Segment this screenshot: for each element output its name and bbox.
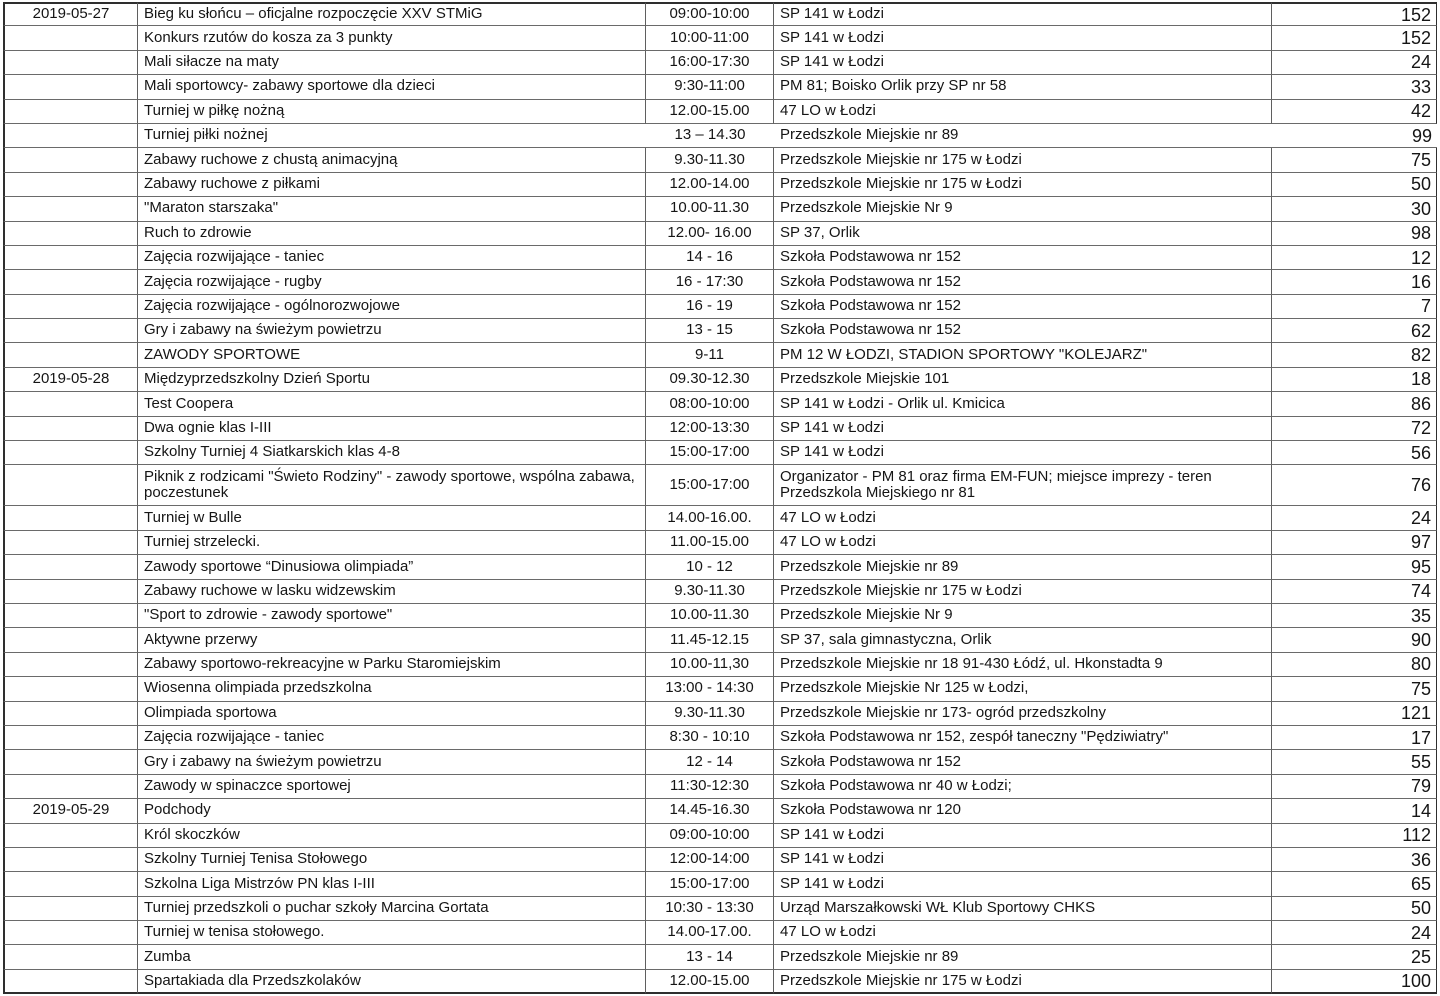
participants-cell: 82: [1272, 343, 1437, 367]
event-name-cell: "Sport to zdrowie - zawody sportowe": [138, 604, 646, 628]
table-row: [3, 26, 1437, 50]
table-row: [3, 392, 1437, 416]
location-cell: Przedszkole Miejskie Nr 9: [774, 197, 1272, 221]
participants-cell: 12: [1272, 246, 1437, 270]
event-name-cell: Zajęcia rozwijające - ogólnorozwojowe: [138, 295, 646, 319]
event-name-cell: Turniej w tenisa stołowego.: [138, 921, 646, 945]
time-cell: 15:00-17:00: [646, 872, 774, 896]
date-cell: [3, 417, 138, 441]
date-cell: [3, 295, 138, 319]
date-cell: [3, 506, 138, 530]
location-cell: Przedszkole Miejskie Nr 125 w Łodzi,: [774, 677, 1272, 701]
participants-cell: 99: [1272, 124, 1437, 148]
event-name-cell: Szkolny Turniej Tenisa Stołowego: [138, 848, 646, 872]
spreadsheet-page: [3, 2, 1437, 994]
event-name-cell: Spartakiada dla Przedszkolaków: [138, 970, 646, 994]
date-cell: [3, 848, 138, 872]
location-cell: Przedszkole Miejskie nr 18 91-430 Łódź, ul. Hkonstadta 9: [774, 653, 1272, 677]
event-name-cell: Test Coopera: [138, 392, 646, 416]
location-cell: Szkoła Podstawowa nr 152: [774, 270, 1272, 294]
table-row: [3, 848, 1437, 872]
participants-cell: 50: [1272, 897, 1437, 921]
time-cell: 12.00-15.00: [646, 970, 774, 994]
time-cell: 10:30 - 13:30: [646, 897, 774, 921]
participants-cell: 65: [1272, 872, 1437, 896]
participants-cell: 50: [1272, 173, 1437, 197]
participants-cell: 56: [1272, 441, 1437, 465]
time-cell: 11:30-12:30: [646, 775, 774, 799]
location-cell: Szkoła Podstawowa nr 120: [774, 799, 1272, 823]
time-cell: 14 - 16: [646, 246, 774, 270]
event-name-cell: Olimpiada sportowa: [138, 702, 646, 726]
event-name-cell: "Maraton starszaka": [138, 197, 646, 221]
date-cell: 2019-05-27: [3, 2, 138, 26]
time-cell: 10.00-11.30: [646, 197, 774, 221]
location-cell: Szkoła Podstawowa nr 152: [774, 295, 1272, 319]
location-cell: PM 12 W ŁODZI, STADION SPORTOWY "KOLEJARZ": [774, 343, 1272, 367]
location-cell: 47 LO w Łodzi: [774, 531, 1272, 555]
date-cell: [3, 75, 138, 99]
location-cell: SP 141 w Łodzi - Orlik ul. Kmicica: [774, 392, 1272, 416]
time-cell: 12.00-14.00: [646, 173, 774, 197]
location-cell: Przedszkole Miejskie Nr 9: [774, 604, 1272, 628]
table-row: [3, 441, 1437, 465]
location-cell: Przedszkole Miejskie nr 89: [774, 945, 1272, 969]
time-cell: 16 - 19: [646, 295, 774, 319]
table-row: [3, 148, 1437, 172]
time-cell: 08:00-10:00: [646, 392, 774, 416]
table-row: [3, 580, 1437, 604]
date-cell: [3, 872, 138, 896]
time-cell: 16:00-17:30: [646, 51, 774, 75]
date-cell: [3, 970, 138, 994]
table-row: [3, 702, 1437, 726]
participants-cell: 62: [1272, 319, 1437, 343]
event-name-cell: Turniej przedszkoli o puchar szkoły Marcina Gortata: [138, 897, 646, 921]
event-name-cell: Gry i zabawy na świeżym powietrzu: [138, 319, 646, 343]
table-row: [3, 945, 1437, 969]
event-name-cell: Ruch to zdrowie: [138, 222, 646, 246]
participants-cell: 79: [1272, 775, 1437, 799]
participants-cell: 25: [1272, 945, 1437, 969]
date-cell: [3, 628, 138, 652]
participants-cell: 33: [1272, 75, 1437, 99]
table-row: [3, 124, 1437, 148]
date-cell: [3, 270, 138, 294]
location-cell: Szkoła Podstawowa nr 152: [774, 319, 1272, 343]
location-cell: Przedszkole Miejskie nr 175 w Łodzi: [774, 580, 1272, 604]
time-cell: 16 - 17:30: [646, 270, 774, 294]
participants-cell: 17: [1272, 726, 1437, 750]
location-cell: SP 141 w Łodzi: [774, 848, 1272, 872]
events-table: [3, 2, 1437, 994]
event-name-cell: Aktywne przerwy: [138, 628, 646, 652]
time-cell: 13:00 - 14:30: [646, 677, 774, 701]
date-cell: [3, 897, 138, 921]
time-cell: 14.45-16.30: [646, 799, 774, 823]
participants-cell: 24: [1272, 921, 1437, 945]
date-cell: [3, 173, 138, 197]
table-row: [3, 555, 1437, 579]
location-cell: SP 141 w Łodzi: [774, 872, 1272, 896]
participants-cell: 74: [1272, 580, 1437, 604]
event-name-cell: Dwa ognie klas I-III: [138, 417, 646, 441]
participants-cell: 18: [1272, 368, 1437, 392]
event-name-cell: Bieg ku słońcu – oficjalne rozpoczęcie XXV STMiG: [138, 2, 646, 26]
date-cell: [3, 343, 138, 367]
table-row: [3, 295, 1437, 319]
participants-cell: 30: [1272, 197, 1437, 221]
date-cell: [3, 945, 138, 969]
event-name-cell: Turniej strzelecki.: [138, 531, 646, 555]
location-cell: Przedszkole Miejskie nr 89: [774, 555, 1272, 579]
participants-cell: 72: [1272, 417, 1437, 441]
participants-cell: 55: [1272, 750, 1437, 774]
date-cell: [3, 100, 138, 124]
table-row: [3, 417, 1437, 441]
time-cell: 9-11: [646, 343, 774, 367]
table-row: [3, 799, 1437, 823]
table-row: [3, 677, 1437, 701]
table-row: [3, 824, 1437, 848]
time-cell: 13 - 14: [646, 945, 774, 969]
event-name-cell: Szkolny Turniej 4 Siatkarskich klas 4-8: [138, 441, 646, 465]
participants-cell: 16: [1272, 270, 1437, 294]
date-cell: [3, 604, 138, 628]
time-cell: 9.30-11.30: [646, 580, 774, 604]
date-cell: [3, 677, 138, 701]
date-cell: [3, 319, 138, 343]
event-name-cell: Turniej piłki nożnej: [138, 124, 646, 148]
time-cell: 8:30 - 10:10: [646, 726, 774, 750]
participants-cell: 24: [1272, 506, 1437, 530]
date-cell: [3, 392, 138, 416]
participants-cell: 14: [1272, 799, 1437, 823]
event-name-cell: Zabawy ruchowe w lasku widzewskim: [138, 580, 646, 604]
time-cell: 10 - 12: [646, 555, 774, 579]
participants-cell: 121: [1272, 702, 1437, 726]
table-row: [3, 197, 1437, 221]
event-name-cell: Wiosenna olimpiada przedszkolna: [138, 677, 646, 701]
table-row: [3, 531, 1437, 555]
table-row: [3, 222, 1437, 246]
event-name-cell: Konkurs rzutów do kosza za 3 punkty: [138, 26, 646, 50]
date-cell: [3, 580, 138, 604]
event-name-cell: Zajęcia rozwijające - taniec: [138, 246, 646, 270]
table-row: [3, 726, 1437, 750]
participants-cell: 42: [1272, 100, 1437, 124]
event-name-cell: Turniej w piłkę nożną: [138, 100, 646, 124]
table-row: [3, 921, 1437, 945]
table-row: [3, 51, 1437, 75]
location-cell: PM 81; Boisko Orlik przy SP nr 58: [774, 75, 1272, 99]
location-cell: Przedszkole Miejskie nr 89: [774, 124, 1272, 148]
participants-cell: 75: [1272, 677, 1437, 701]
time-cell: 15:00-17:00: [646, 441, 774, 465]
time-cell: 10:00-11:00: [646, 26, 774, 50]
date-cell: [3, 750, 138, 774]
participants-cell: 86: [1272, 392, 1437, 416]
location-cell: Szkoła Podstawowa nr 152: [774, 750, 1272, 774]
table-row: [3, 368, 1437, 392]
event-name-cell: Król skoczków: [138, 824, 646, 848]
table-row: [3, 343, 1437, 367]
time-cell: 11.45-12.15: [646, 628, 774, 652]
participants-cell: 95: [1272, 555, 1437, 579]
time-cell: 09:00-10:00: [646, 824, 774, 848]
date-cell: [3, 222, 138, 246]
date-cell: [3, 702, 138, 726]
time-cell: 14.00-17.00.: [646, 921, 774, 945]
location-cell: Przedszkole Miejskie nr 175 w Łodzi: [774, 148, 1272, 172]
participants-cell: 36: [1272, 848, 1437, 872]
location-cell: SP 141 w Łodzi: [774, 441, 1272, 465]
event-name-cell: Międzyprzedszkolny Dzień Sportu: [138, 368, 646, 392]
time-cell: 12:00-14:00: [646, 848, 774, 872]
location-cell: SP 141 w Łodzi: [774, 51, 1272, 75]
event-name-cell: Zawody w spinaczce sportowej: [138, 775, 646, 799]
location-cell: SP 141 w Łodzi: [774, 26, 1272, 50]
participants-cell: 35: [1272, 604, 1437, 628]
date-cell: [3, 246, 138, 270]
participants-cell: 98: [1272, 222, 1437, 246]
table-row: [3, 750, 1437, 774]
date-cell: 2019-05-29: [3, 799, 138, 823]
table-row: [3, 506, 1437, 530]
time-cell: 14.00-16.00.: [646, 506, 774, 530]
participants-cell: 76: [1272, 465, 1437, 506]
date-cell: [3, 726, 138, 750]
table-row: [3, 100, 1437, 124]
participants-cell: 152: [1272, 26, 1437, 50]
location-cell: Szkoła Podstawowa nr 152, zespół taneczny "Pędziwiatry": [774, 726, 1272, 750]
event-name-cell: Zajęcia rozwijające - rugby: [138, 270, 646, 294]
table-row: [3, 872, 1437, 896]
date-cell: [3, 775, 138, 799]
participants-cell: 112: [1272, 824, 1437, 848]
date-cell: [3, 531, 138, 555]
participants-cell: 24: [1272, 51, 1437, 75]
time-cell: 10.00-11.30: [646, 604, 774, 628]
event-name-cell: Szkolna Liga Mistrzów PN klas I-III: [138, 872, 646, 896]
location-cell: Szkoła Podstawowa nr 40 w Łodzi;: [774, 775, 1272, 799]
table-row: [3, 775, 1437, 799]
date-cell: 2019-05-28: [3, 368, 138, 392]
event-name-cell: Zabawy ruchowe z piłkami: [138, 173, 646, 197]
date-cell: [3, 148, 138, 172]
time-cell: 09.30-12.30: [646, 368, 774, 392]
date-cell: [3, 51, 138, 75]
time-cell: 10.00-11,30: [646, 653, 774, 677]
table-row: [3, 604, 1437, 628]
time-cell: 12:00-13:30: [646, 417, 774, 441]
event-name-cell: Mali siłacze na maty: [138, 51, 646, 75]
event-name-cell: Podchody: [138, 799, 646, 823]
time-cell: 9:30-11:00: [646, 75, 774, 99]
location-cell: SP 141 w Łodzi: [774, 824, 1272, 848]
time-cell: 13 – 14.30: [646, 124, 774, 148]
table-row: [3, 246, 1437, 270]
time-cell: 9.30-11.30: [646, 702, 774, 726]
table-row: [3, 319, 1437, 343]
participants-cell: 152: [1272, 2, 1437, 26]
table-row: [3, 897, 1437, 921]
location-cell: 47 LO w Łodzi: [774, 506, 1272, 530]
table-row: [3, 628, 1437, 652]
events-table-body: [3, 2, 1437, 994]
date-cell: [3, 124, 138, 148]
participants-cell: 75: [1272, 148, 1437, 172]
location-cell: Urząd Marszałkowski WŁ Klub Sportowy CHKS: [774, 897, 1272, 921]
participants-cell: 90: [1272, 628, 1437, 652]
table-row: [3, 653, 1437, 677]
date-cell: [3, 824, 138, 848]
time-cell: 12.00-15.00: [646, 100, 774, 124]
location-cell: 47 LO w Łodzi: [774, 921, 1272, 945]
location-cell: Przedszkole Miejskie nr 175 w Łodzi: [774, 970, 1272, 994]
event-name-cell: Piknik z rodzicami "Świeto Rodziny" - zawody sportowe, wspólna zabawa, poczestunek: [138, 465, 646, 506]
date-cell: [3, 653, 138, 677]
location-cell: Przedszkole Miejskie 101: [774, 368, 1272, 392]
time-cell: 9.30-11.30: [646, 148, 774, 172]
table-row: [3, 2, 1437, 26]
event-name-cell: Zabawy sportowo-rekreacyjne w Parku Staromiejskim: [138, 653, 646, 677]
event-name-cell: ZAWODY SPORTOWE: [138, 343, 646, 367]
location-cell: Przedszkole Miejskie nr 173- ogród przedszkolny: [774, 702, 1272, 726]
event-name-cell: Zawody sportowe “Dinusiowa olimpiada”: [138, 555, 646, 579]
date-cell: [3, 26, 138, 50]
event-name-cell: Zajęcia rozwijające - taniec: [138, 726, 646, 750]
participants-cell: 80: [1272, 653, 1437, 677]
location-cell: Szkoła Podstawowa nr 152: [774, 246, 1272, 270]
time-cell: 12 - 14: [646, 750, 774, 774]
location-cell: SP 141 w Łodzi: [774, 417, 1272, 441]
time-cell: 11.00-15.00: [646, 531, 774, 555]
location-cell: SP 37, Orlik: [774, 222, 1272, 246]
table-row: [3, 970, 1437, 994]
table-row: [3, 465, 1437, 506]
location-cell: Przedszkole Miejskie nr 175 w Łodzi: [774, 173, 1272, 197]
date-cell: [3, 555, 138, 579]
table-row: [3, 75, 1437, 99]
table-row: [3, 270, 1437, 294]
time-cell: 15:00-17:00: [646, 465, 774, 506]
location-cell: Organizator - PM 81 oraz firma EM-FUN; miejsce imprezy - teren Przedszkola Miejskiego nr 81: [774, 465, 1272, 506]
event-name-cell: Zumba: [138, 945, 646, 969]
event-name-cell: Turniej w Bulle: [138, 506, 646, 530]
location-cell: 47 LO w Łodzi: [774, 100, 1272, 124]
event-name-cell: Zabawy ruchowe z chustą animacyjną: [138, 148, 646, 172]
date-cell: [3, 197, 138, 221]
location-cell: SP 141 w Łodzi: [774, 2, 1272, 26]
participants-cell: 97: [1272, 531, 1437, 555]
table-row: [3, 173, 1437, 197]
location-cell: SP 37, sala gimnastyczna, Orlik: [774, 628, 1272, 652]
date-cell: [3, 441, 138, 465]
date-cell: [3, 465, 138, 506]
participants-cell: 100: [1272, 970, 1437, 994]
event-name-cell: Mali sportowcy- zabawy sportowe dla dzieci: [138, 75, 646, 99]
time-cell: 13 - 15: [646, 319, 774, 343]
time-cell: 09:00-10:00: [646, 2, 774, 26]
time-cell: 12.00- 16.00: [646, 222, 774, 246]
participants-cell: 7: [1272, 295, 1437, 319]
event-name-cell: Gry i zabawy na świeżym powietrzu: [138, 750, 646, 774]
date-cell: [3, 921, 138, 945]
